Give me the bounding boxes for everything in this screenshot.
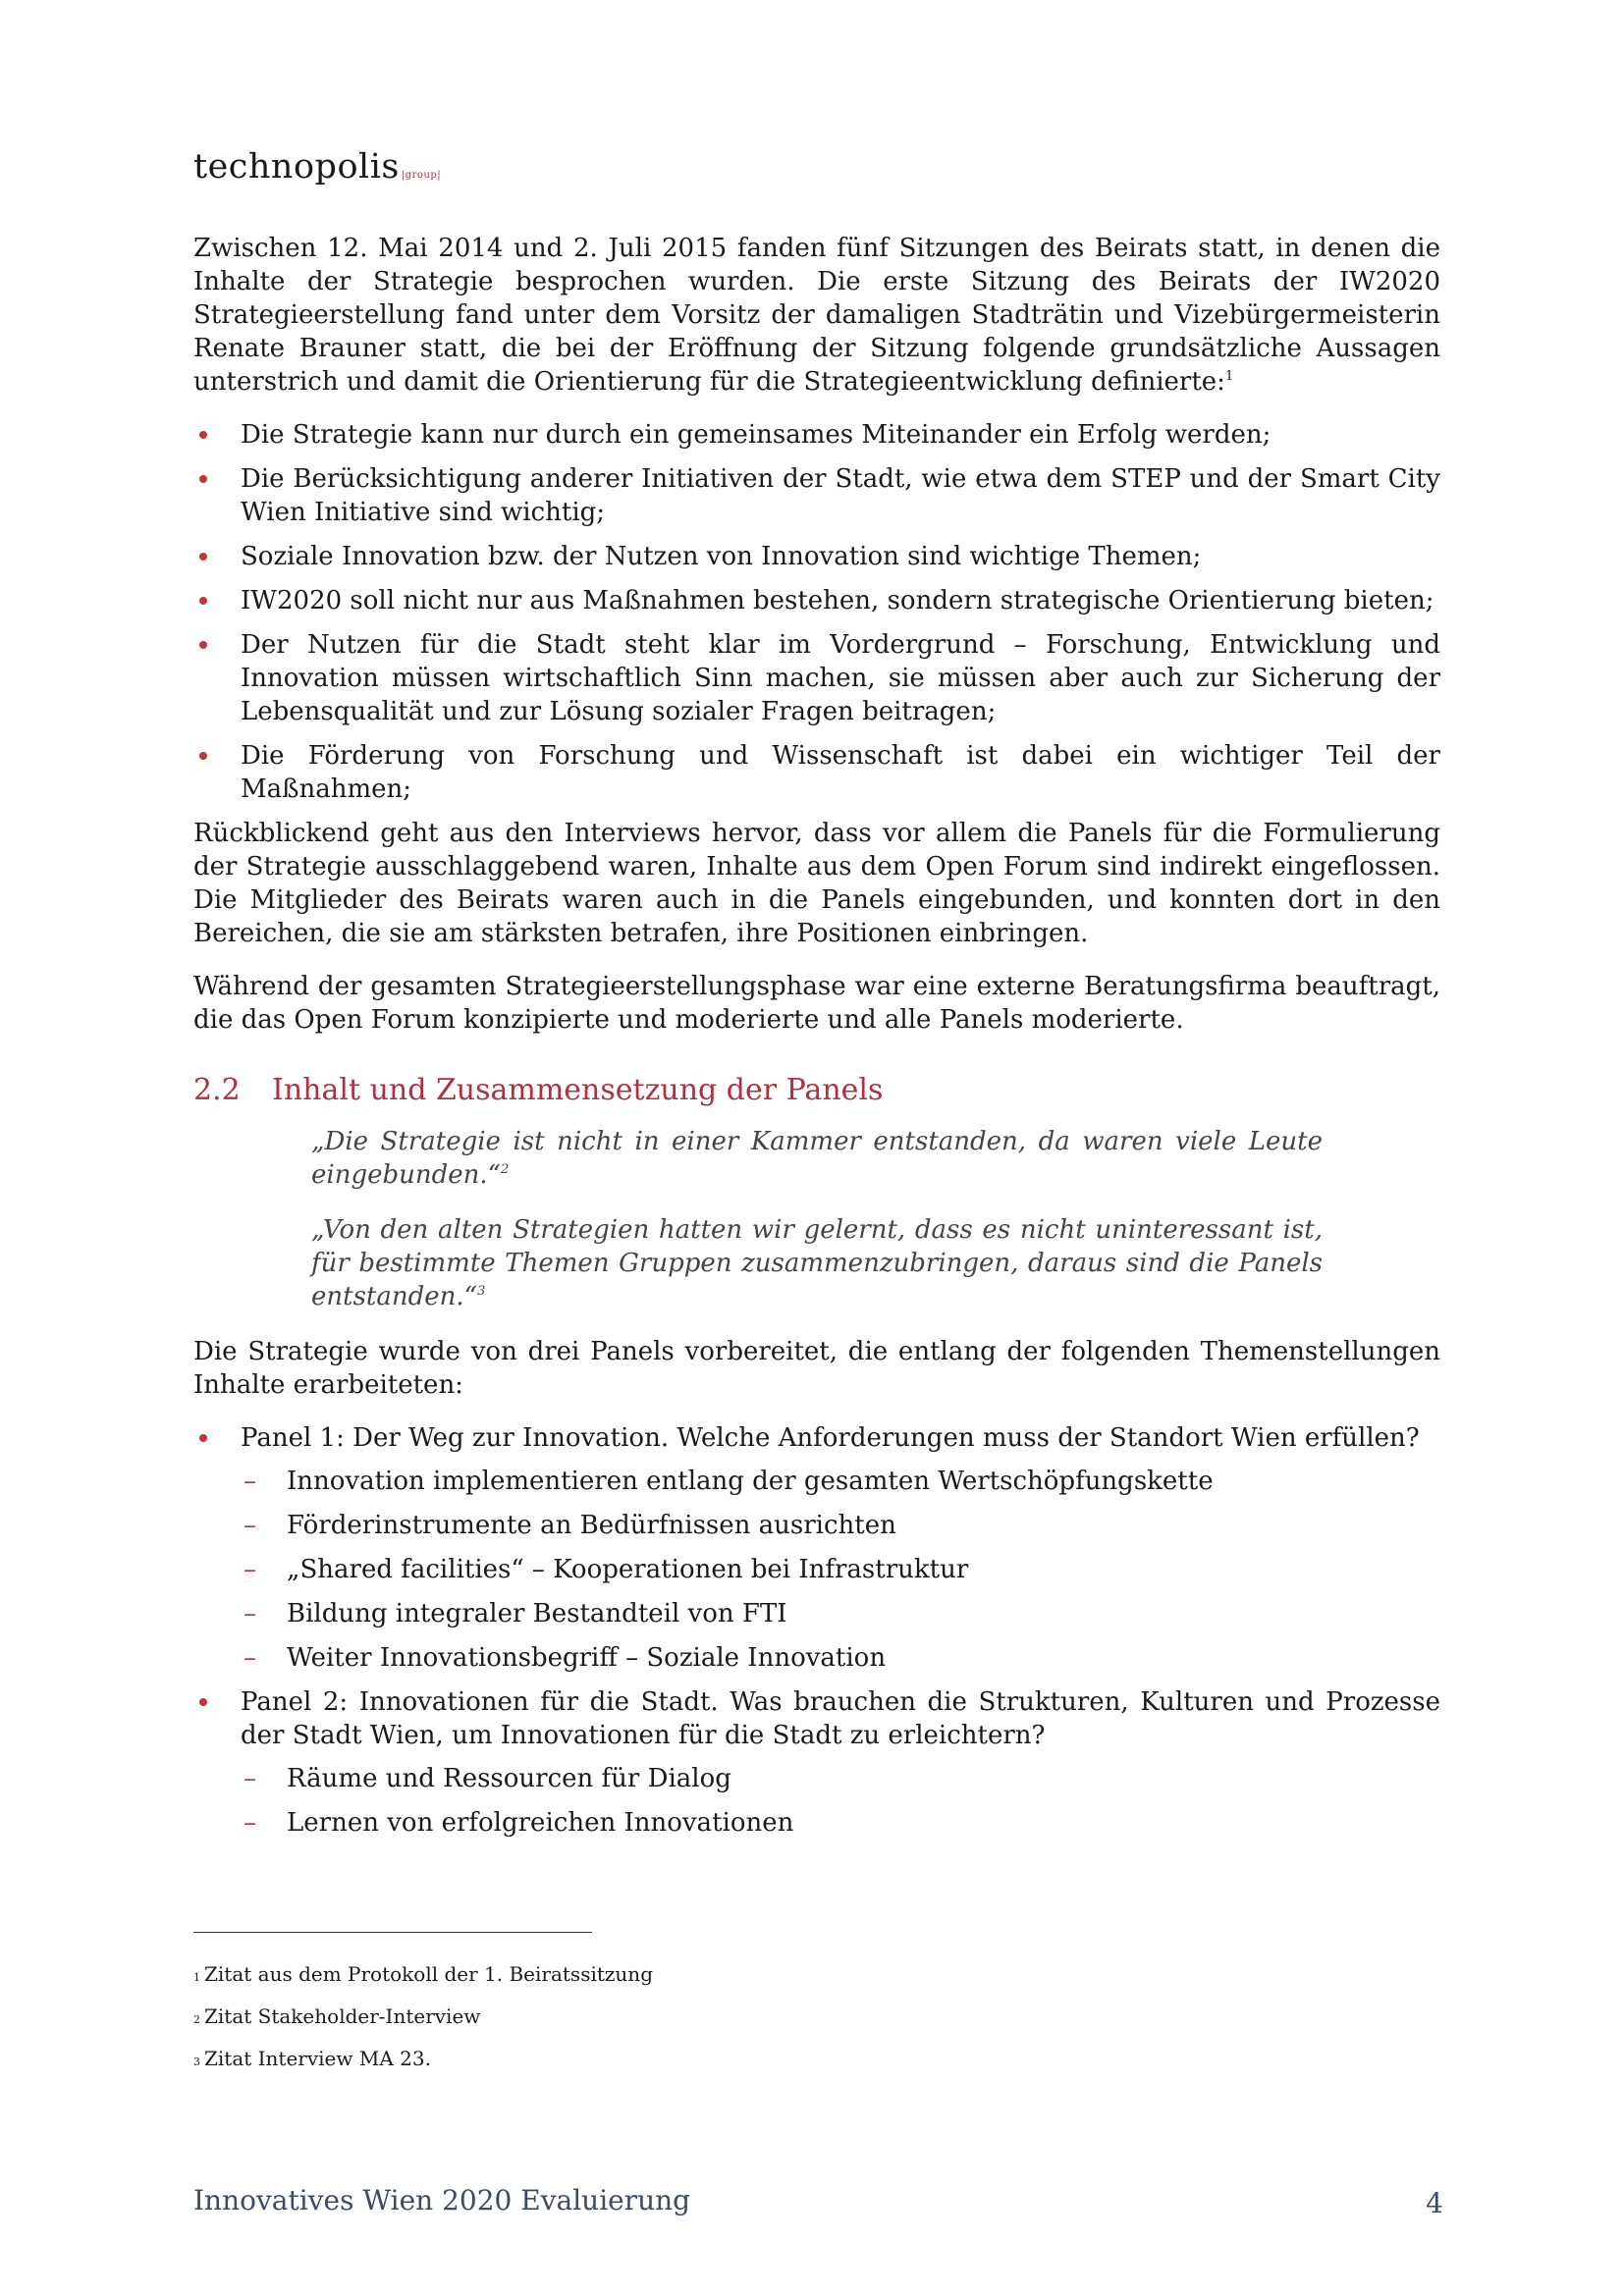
footer-title: Innovatives Wien 2020 Evaluierung <box>193 2184 691 2216</box>
footnote-ref[interactable]: 2 <box>500 1162 510 1177</box>
footnote-number: 2 <box>193 2013 200 2026</box>
footnote-ref[interactable]: 1 <box>1224 369 1234 384</box>
panel-label: Panel 1: Der Weg zur Innovation. Welche Anforderungen muss der Standort Wien erfüllen? <box>241 1423 1420 1453</box>
footnote-divider <box>193 1932 592 1933</box>
footnotes <box>193 1961 653 2088</box>
intro-paragraph <box>193 232 1440 399</box>
sub-list-item: – Bildung integraler Bestandteil von FTI <box>241 1597 1440 1630</box>
footnote-text: Zitat aus dem Protokoll der 1. Beiratssitzung <box>204 1962 653 1986</box>
logo-suffix: |group| <box>401 170 442 181</box>
list-item: Die Berücksichtigung anderer Initiativen der Stadt, wie etwa dem STEP und der Smart City Wien Initiative sind wichtig; <box>193 462 1440 529</box>
footnote-ref[interactable]: 3 <box>476 1284 486 1299</box>
panel-item <box>193 1421 1440 1675</box>
company-logo <box>193 147 441 187</box>
list-item: Die Strategie kann nur durch ein gemeinsames Miteinander ein Erfolg werden; <box>193 418 1440 452</box>
list-item: Die Förderung von Forschung und Wissenschaft ist dabei ein wichtiger Teil der Maßnahmen; <box>193 739 1440 806</box>
consulting-paragraph: Während der gesamten Strategieerstellungsphase war eine externe Beratungsfirma beauftragt, die das Open Forum konzipierte und moderierte und alle Panels moderierte. <box>193 972 1440 1035</box>
footnote-number: 1 <box>193 1971 200 1984</box>
sub-list-item: – Räume und Ressourcen für Dialog <box>241 1762 1440 1795</box>
page-number: 4 <box>1426 2187 1443 2219</box>
footnote-number: 3 <box>193 2056 200 2068</box>
principles-list <box>193 418 1440 806</box>
logo-text: technopolis <box>193 147 400 187</box>
intro-paragraph-text: Zwischen 12. Mai 2014 und 2. Juli 2015 fanden fünf Sitzungen des Beirats statt, in denen die Inhalte der Strategie besprochen wurden. Die erste Sitzung des Beirats der IW2020 Strategieerstellung fand unter dem Vorsitz der damaligen Stadträtin und Vizebürgermeisterin Renate Brauner statt, die bei der Eröffnung der Sitzung folgende grundsätzliche Aussagen unterstrich und damit die Orientierung für die Strategieentwicklung definierte: <box>193 234 1440 397</box>
sub-list-item: – „Shared facilities“ – Kooperationen bei Infrastruktur <box>241 1553 1440 1586</box>
footnote-text: Zitat Interview MA 23. <box>204 2047 431 2070</box>
panel-label: Panel 2: Innovationen für die Stadt. Was brauchen die Strukturen, Kulturen und Prozesse der Stadt Wien, um Innovationen für die Stadt zu erleichtern? <box>241 1687 1440 1750</box>
panel-subitems <box>241 1465 1440 1675</box>
sub-list-item: – Innovation implementieren entlang der gesamten Wertschöpfungskette <box>241 1465 1440 1498</box>
sub-list-item: – Lernen von erfolgreichen Innovationen <box>241 1806 1440 1840</box>
section-heading <box>193 1074 1440 1107</box>
sub-list-item: – Weiter Innovationsbegriff – Soziale Innovation <box>241 1641 1440 1675</box>
panels-intro-paragraph: Die Strategie wurde von drei Panels vorbereitet, die entlang der folgenden Themenstellungen Inhalte erarbeiteten: <box>193 1337 1440 1400</box>
panel-subitems <box>241 1762 1440 1840</box>
quote-text: „Von den alten Strategien hatten wir gelernt, dass es nicht uninteressant ist, für bestimmte Themen Gruppen zusammenzubringen, daraus sind die Panels entstanden.“ <box>311 1215 1323 1311</box>
quote-text: „Die Strategie ist nicht in einer Kammer entstanden, da waren viele Leute eingebunden.“ <box>311 1127 1323 1190</box>
quote-block <box>311 1213 1323 1313</box>
page-content <box>193 232 1440 1850</box>
section-number: 2.2 <box>193 1073 241 1107</box>
list-item: Soziale Innovation bzw. der Nutzen von Innovation sind wichtige Themen; <box>193 540 1440 573</box>
list-item: IW2020 soll nicht nur aus Maßnahmen bestehen, sondern strategische Orientierung bieten; <box>193 584 1440 617</box>
footnote <box>193 2046 653 2075</box>
quote-block <box>311 1125 1323 1192</box>
section-title: Inhalt und Zusammensetzung der Panels <box>272 1073 884 1107</box>
retrospective-paragraph: Rückblickend geht aus den Interviews hervor, dass vor allem die Panels für die Formulierung der Strategie ausschlaggebend waren, Inhalte aus dem Open Forum sind indirekt eingeflossen. Die Mitglieder des Beirats waren auch in die Panels eingebunden, und konnten dort in den Bereichen, die sie am stärksten betrafen, ihre Positionen einbringen. <box>193 819 1440 948</box>
sub-list-item: – Förderinstrumente an Bedürfnissen ausrichten <box>241 1509 1440 1542</box>
panels-list <box>193 1421 1440 1840</box>
footnote-text: Zitat Stakeholder-Interview <box>204 2004 481 2028</box>
panel-item <box>193 1685 1440 1840</box>
footnote <box>193 2003 653 2033</box>
list-item: Der Nutzen für die Stadt steht klar im Vordergrund – Forschung, Entwicklung und Innovation müssen wirtschaftlich Sinn machen, sie müssen aber auch zur Sicherung der Lebensqualität und zur Lösung sozialer Fragen beitragen; <box>193 628 1440 728</box>
footnote <box>193 1961 653 1991</box>
